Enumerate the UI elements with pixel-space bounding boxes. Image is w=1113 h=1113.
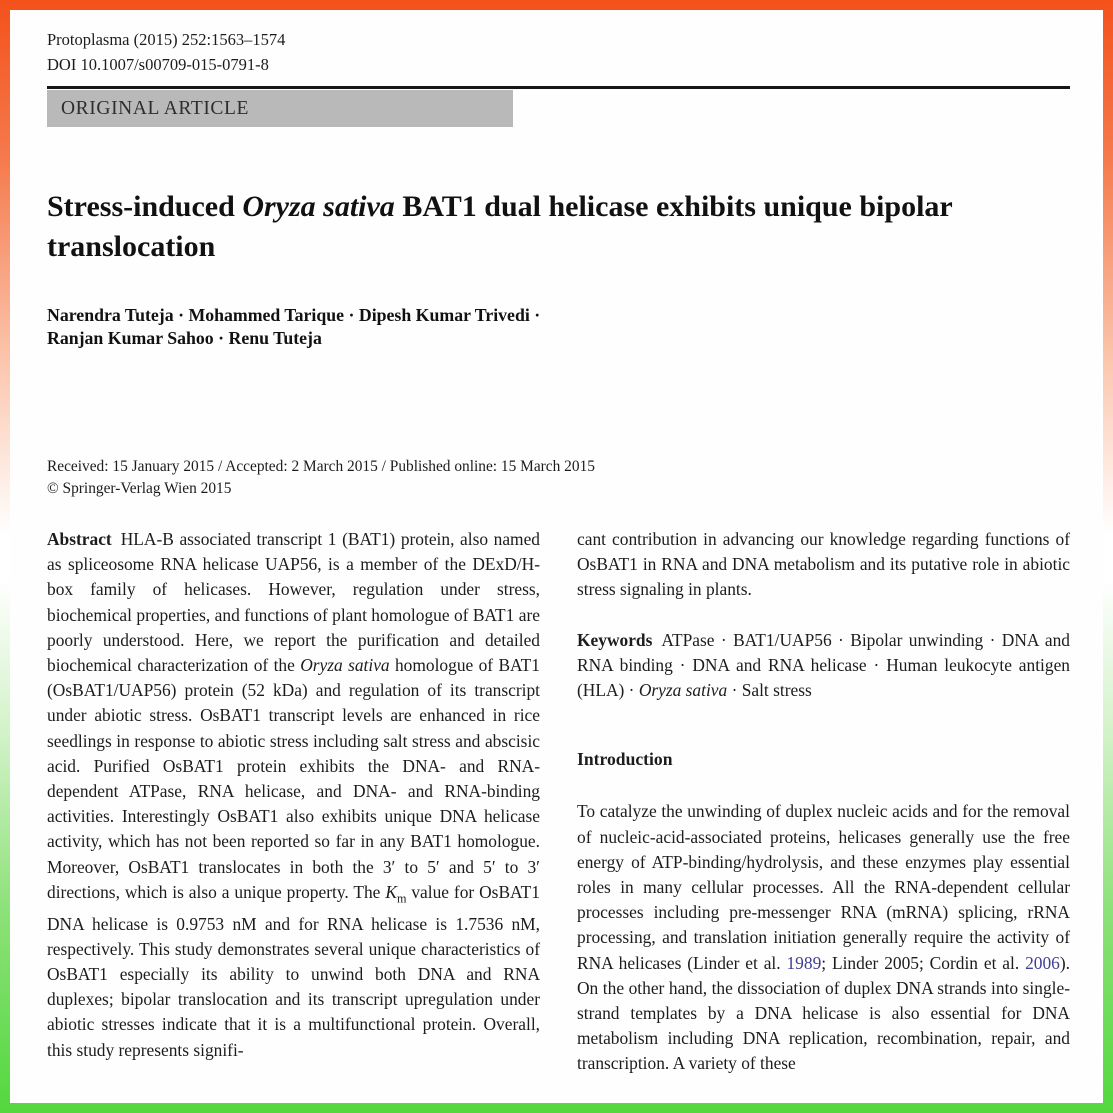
- header-rule: [47, 86, 1070, 89]
- abstract-paragraph: [47, 527, 540, 1063]
- author-line-2: Ranjan Kumar Sahoo · Renu Tuteja: [47, 328, 322, 348]
- author-line-1: Narendra Tuteja · Mohammed Tarique · Dipesh Kumar Trivedi ·: [47, 305, 541, 325]
- author-list: [47, 304, 1070, 350]
- article-type-label: ORIGINAL ARTICLE: [61, 97, 250, 119]
- keywords-label: Keywords: [577, 629, 653, 650]
- article-page: [10, 10, 1103, 1103]
- citation-link[interactable]: 1989: [786, 952, 822, 973]
- right-column: [577, 527, 1070, 1077]
- abstract-label: Abstract: [47, 529, 112, 549]
- introduction-paragraph: To catalyze the unwinding of duplex nucleic acids and for the removal of nucleic-acid-associated proteins, helicases generally use the free energy of ATP-binding/hydrolysis, and these enzymes play essential roles in many cellular processes. All the RNA-dependent cellular processes including pre-messenger RNA (mRNA) splicing, rRNA processing, and translation initiation generally require the activity of RNA helicases (Linder et al. 1989; Linder 2005; Cordin et al. 2006). On the other hand, the dissociation of duplex DNA strands into single-strand templates by a DNA helicase is also essential for DNA metabolism including DNA replication, recombination, repair, and transcription. A variety of these: [577, 801, 1070, 1074]
- article-title: Stress-induced Oryza sativa BAT1 dual helicase exhibits unique bipolar translocation: [47, 190, 953, 263]
- journal-header: [47, 27, 1070, 77]
- keywords-text: ATPase · BAT1/UAP56 · Bipolar unwinding · DNA and RNA binding · DNA and RNA helicase · Human leukocyte antigen (HLA) · Oryza sativa · Salt stress: [577, 629, 1070, 701]
- copyright-line: © Springer-Verlag Wien 2015: [47, 479, 232, 497]
- left-column: [47, 527, 540, 1077]
- two-column-body: [47, 527, 1070, 1077]
- citation-link[interactable]: 2006: [1025, 952, 1060, 973]
- introduction-heading: Introduction: [577, 749, 673, 770]
- keywords-paragraph: [577, 628, 1070, 704]
- abstract-continuation: cant contribution in advancing our knowledge regarding functions of OsBAT1 in RNA and DNA metabolism and its putative role in abiotic stress signaling in plants.: [577, 529, 1070, 600]
- received-accepted-line: Received: 15 January 2015 / Accepted: 2 March 2015 / Published online: 15 March 2015: [47, 458, 595, 475]
- abstract-text: HLA-B associated transcript 1 (BAT1) protein, also named as spliceosome RNA helicase UAP56, is a member of the DExD/H-box family of helicases. However, regulation under stress, biochemical properties, and functions of plant homologue of BAT1 are poorly understood. Here, we report the purification and detailed biochemical characterization of the Oryza sativa homologue of BAT1 (OsBAT1/UAP56) protein (52 kDa) and regulation of its transcript under abiotic stress. OsBAT1 transcript levels are enhanced in rice seedlings in response to abiotic stress including salt stress and abscisic acid. Purified OsBAT1 protein exhibits the DNA- and RNA-dependent ATPase, RNA helicase, and DNA- and RNA-binding activities. Interestingly OsBAT1 also exhibits unique DNA helicase activity, which has not been reported so far in any BAT1 homologue. Moreover, OsBAT1 translocates in both the 3′ to 5′ and 5′ to 3′ directions, which is also a unique property. The $K_m$ value for OsBAT1 DNA helicase is 0.9753 nM and for RNA helicase is 1.7536 nM, respectively. This study demonstrates several unique characteristics of OsBAT1 especially its ability to unwind both DNA and RNA duplexes; bipolar translocation and its transcript upregulation under abiotic stresses indicate that it is a multifunctional protein. Overall, this study represents signifi-: [47, 529, 540, 1060]
- publication-dates: [47, 456, 1070, 499]
- journal-reference: Protoplasma (2015) 252:1563–1574: [47, 30, 286, 49]
- article-type-banner: [47, 90, 513, 127]
- doi-line: DOI 10.1007/s00709-015-0791-8: [47, 55, 269, 74]
